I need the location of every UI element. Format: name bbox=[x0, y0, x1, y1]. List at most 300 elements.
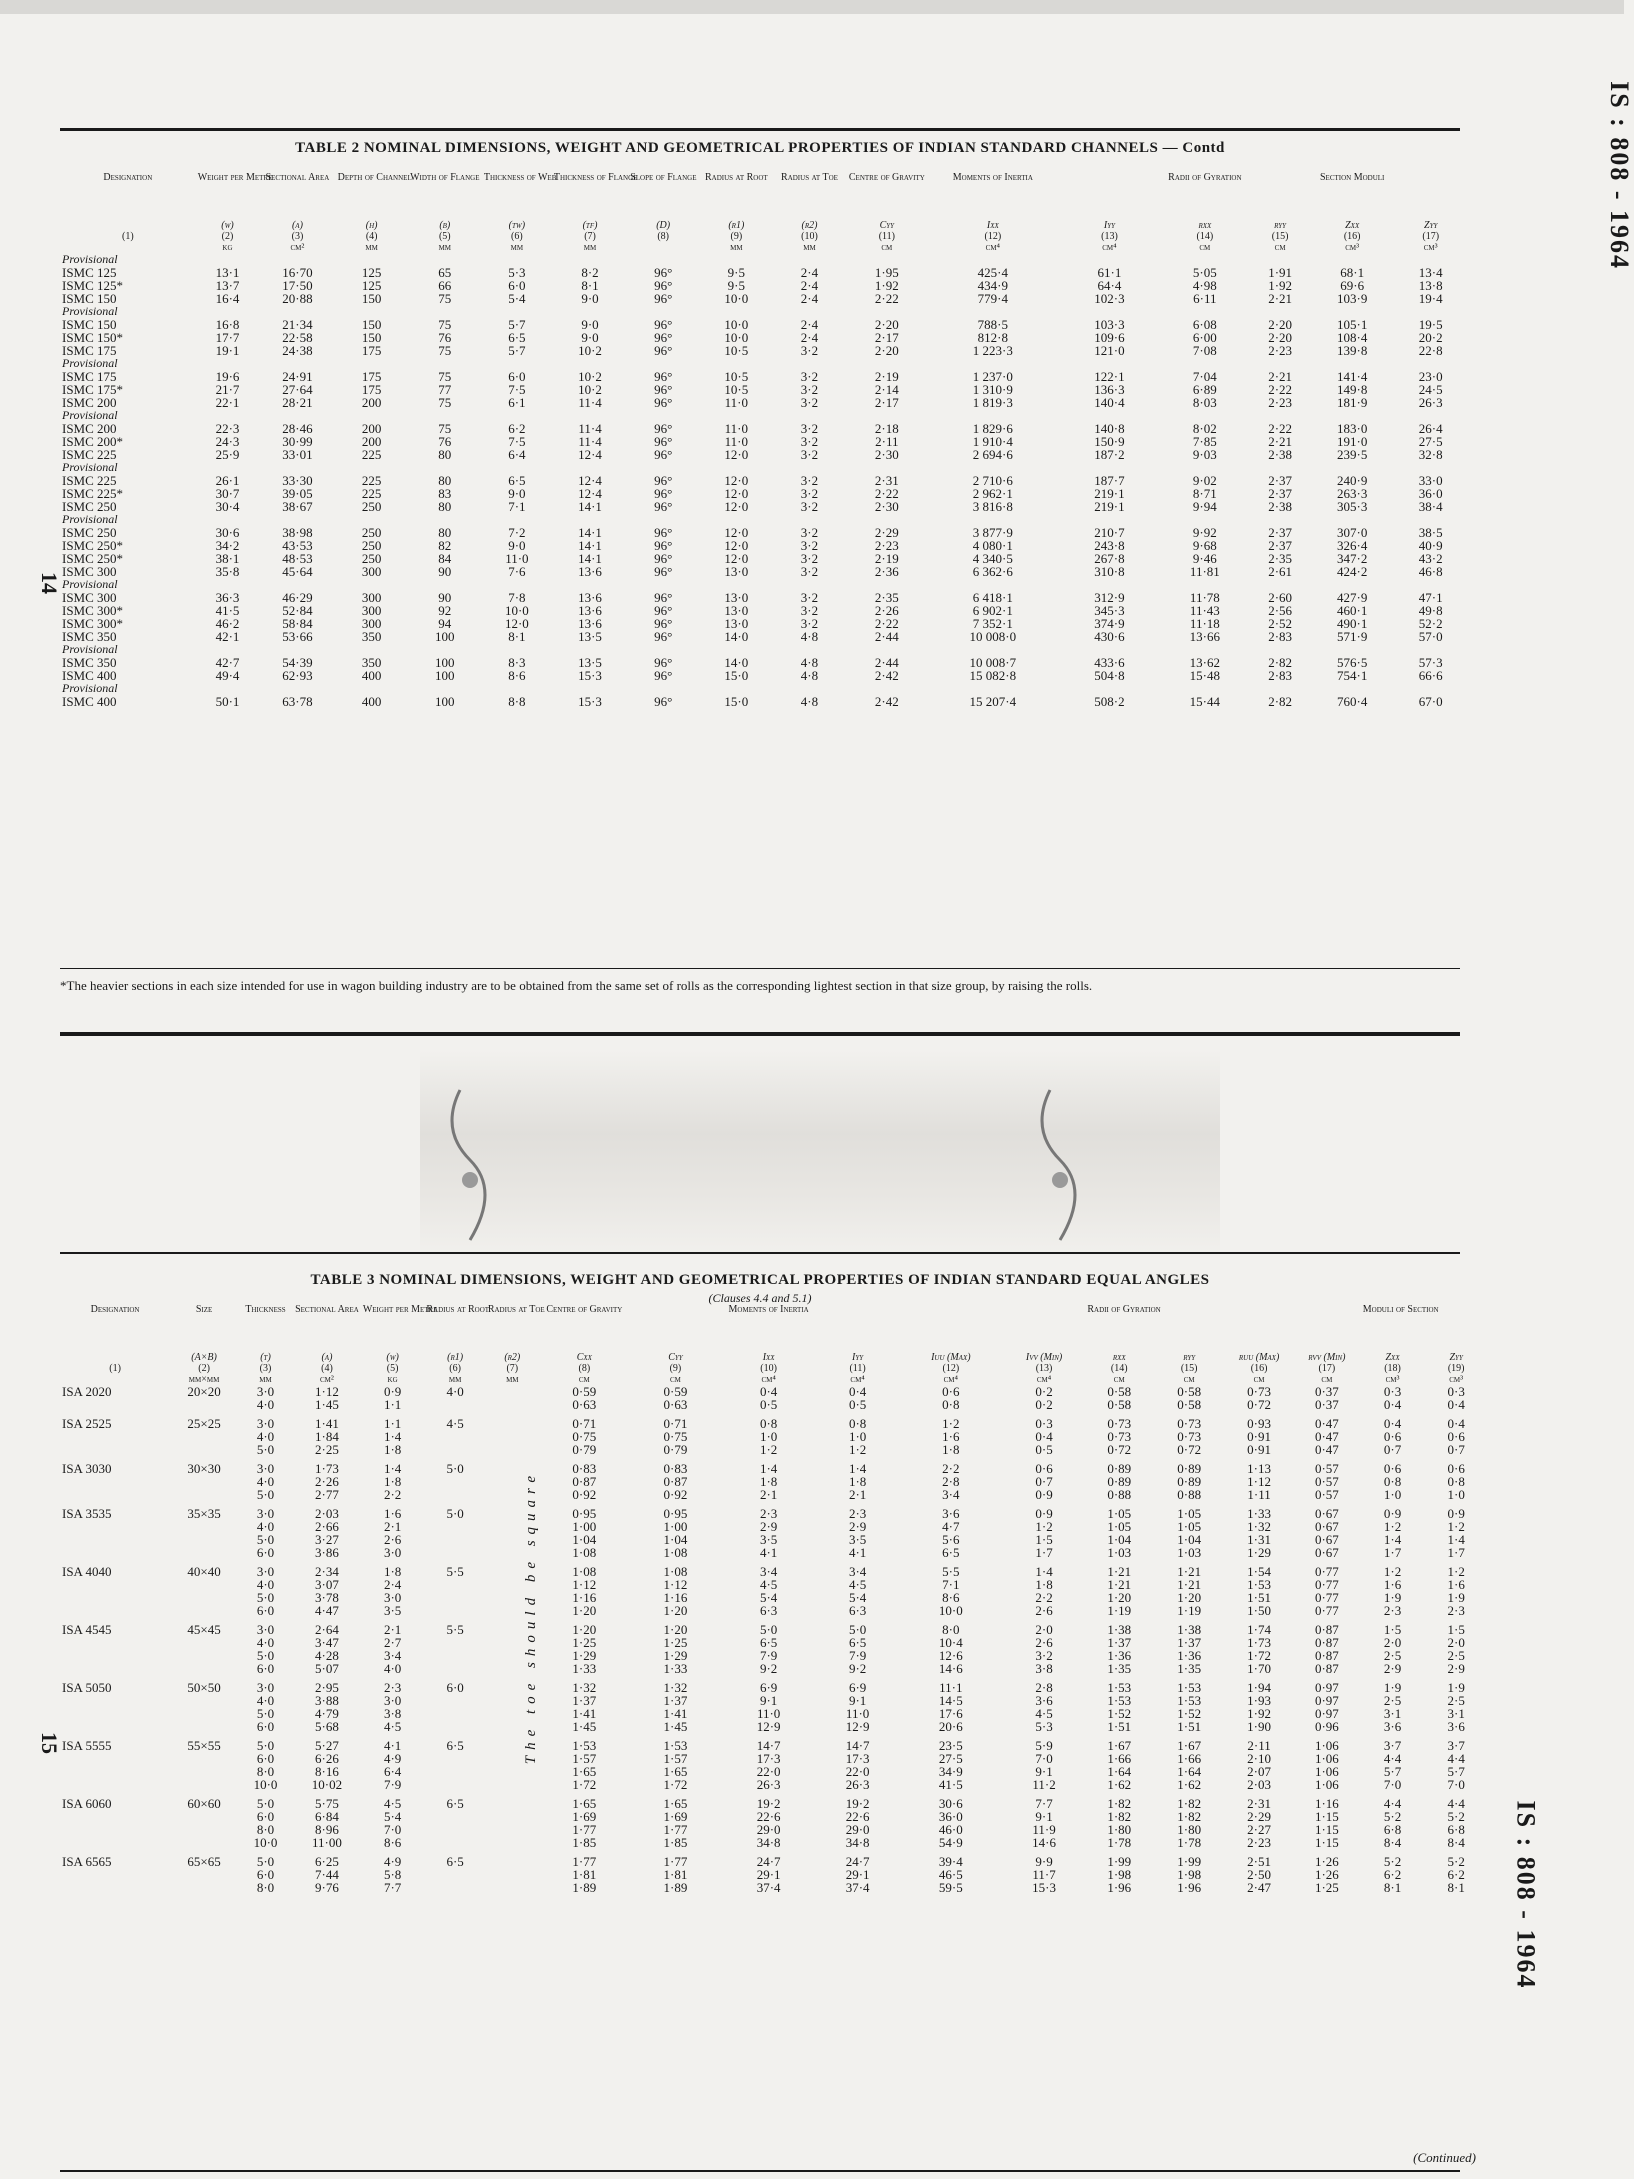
symbol-header: (r2) bbox=[801, 220, 818, 231]
table-cell: 2·8 bbox=[942, 1474, 960, 1489]
table-cell: 1·62 bbox=[1107, 1777, 1132, 1792]
sectional-area: 4·47 bbox=[315, 1603, 339, 1618]
symbol-header: (tw) bbox=[508, 220, 526, 231]
table-cell: 812·8 bbox=[977, 330, 1009, 345]
table-cell: 1·26 bbox=[1314, 1854, 1339, 1869]
table-cell: 2·0 bbox=[1383, 1635, 1402, 1650]
table-cell: 305·3 bbox=[1337, 499, 1368, 514]
table-cell: 9·94 bbox=[1192, 499, 1217, 514]
table-cell: 200 bbox=[361, 395, 382, 410]
table-cell: 38·98 bbox=[282, 525, 313, 540]
table-cell: 28·46 bbox=[282, 421, 313, 436]
provisional-label: Provisional bbox=[62, 577, 118, 591]
radius-root bbox=[424, 1694, 485, 1707]
table-cell: 0·5 bbox=[848, 1397, 867, 1412]
table-cell: 2·31 bbox=[874, 473, 899, 488]
designation: ISMC 150* bbox=[62, 330, 124, 345]
table-cell: 30·6 bbox=[938, 1796, 963, 1811]
table-cell: 1·20 bbox=[663, 1622, 688, 1637]
table-cell: 1·05 bbox=[1177, 1506, 1202, 1521]
column-number: (11) bbox=[878, 231, 895, 242]
table-cell: 2·37 bbox=[1268, 525, 1293, 540]
table-cell: 1·37 bbox=[663, 1693, 688, 1708]
table-cell: 37·4 bbox=[845, 1880, 870, 1895]
designation: ISA 6565 bbox=[62, 1854, 112, 1869]
table-cell: 13·66 bbox=[1189, 629, 1221, 644]
column-number: (16) bbox=[1343, 231, 1361, 242]
weight: 7·9 bbox=[383, 1777, 402, 1792]
table-cell: 300 bbox=[361, 603, 382, 618]
table-cell: 1·82 bbox=[1177, 1796, 1202, 1811]
table-cell: 1·11 bbox=[1247, 1487, 1271, 1502]
table-cell: 20·88 bbox=[282, 291, 313, 306]
table-cell: 24·91 bbox=[282, 369, 313, 384]
table-cell: 40·9 bbox=[1418, 538, 1443, 553]
radius-toe bbox=[486, 1385, 539, 1398]
table-cell: 92 bbox=[438, 603, 452, 618]
thickness: 10·0 bbox=[253, 1835, 278, 1850]
table-row bbox=[60, 500, 1470, 513]
weight: 1·8 bbox=[383, 1442, 402, 1457]
table-cell: 0·96 bbox=[1314, 1719, 1339, 1734]
radius-root bbox=[424, 1778, 485, 1791]
table-row bbox=[60, 1720, 1488, 1733]
table-cell: 1·82 bbox=[1107, 1796, 1132, 1811]
table-cell: 4·5 bbox=[848, 1577, 867, 1592]
table-cell: 0·77 bbox=[1314, 1564, 1339, 1579]
table-cell: 345·3 bbox=[1094, 603, 1125, 618]
table-cell: 7·1 bbox=[942, 1577, 960, 1592]
table-cell: 24·5 bbox=[1418, 382, 1443, 397]
table-cell: 7·0 bbox=[1383, 1777, 1402, 1792]
weight: 4·9 bbox=[383, 1751, 402, 1766]
unit-header: mm bbox=[448, 1374, 462, 1385]
thickness: 6·0 bbox=[256, 1867, 275, 1882]
table-cell: 3·2 bbox=[800, 603, 819, 618]
table-row bbox=[60, 669, 1470, 682]
symbol-header bbox=[60, 220, 196, 231]
table-cell: 57·3 bbox=[1418, 655, 1443, 670]
table-cell: 3·6 bbox=[1035, 1693, 1053, 1708]
table-cell: 0·97 bbox=[1314, 1693, 1339, 1708]
table-cell: 11·0 bbox=[845, 1706, 870, 1721]
table-cell: 1·45 bbox=[572, 1719, 597, 1734]
table-cell: 140·4 bbox=[1094, 395, 1125, 410]
designation bbox=[60, 1694, 170, 1707]
size: 40×40 bbox=[187, 1564, 221, 1579]
table-cell: 21·34 bbox=[282, 317, 313, 332]
table-cell: 2·22 bbox=[1268, 382, 1293, 397]
radius-toe bbox=[486, 1443, 539, 1456]
table-cell: 26·1 bbox=[215, 473, 240, 488]
column-number: (18) bbox=[1384, 1363, 1401, 1374]
table-cell: 15·3 bbox=[578, 668, 602, 683]
table-cell: 350 bbox=[361, 655, 382, 670]
table-cell: 13·0 bbox=[724, 590, 749, 605]
column-number: (8) bbox=[578, 1363, 591, 1374]
table-cell: 8·1 bbox=[1383, 1880, 1402, 1895]
table-cell: 8·1 bbox=[1447, 1880, 1465, 1895]
table-cell: 100 bbox=[435, 655, 455, 670]
radius-root bbox=[424, 1752, 485, 1765]
size bbox=[170, 1636, 238, 1649]
table-cell: 3·6 bbox=[942, 1506, 960, 1521]
symbol-header: Cyy bbox=[879, 220, 895, 231]
table-cell: 1 829·6 bbox=[972, 421, 1013, 436]
weight: 2·7 bbox=[383, 1635, 402, 1650]
table-cell: 1·7 bbox=[1447, 1545, 1465, 1560]
weight: 2·3 bbox=[383, 1680, 402, 1695]
table-row bbox=[60, 318, 1470, 331]
table-cell: 1·12 bbox=[1247, 1474, 1271, 1489]
table-cell: 1 910·4 bbox=[972, 434, 1013, 449]
table-cell: 4·8 bbox=[800, 694, 819, 709]
table-cell: 96° bbox=[654, 473, 673, 488]
column-number: (8) bbox=[657, 231, 669, 242]
weight: 1·8 bbox=[383, 1564, 402, 1579]
radius-root bbox=[424, 1488, 485, 1501]
column-number: (10) bbox=[760, 1363, 777, 1374]
unit-header: mm bbox=[259, 1374, 272, 1385]
designation: ISMC 250* bbox=[62, 538, 124, 553]
table-cell: 2·61 bbox=[1268, 564, 1293, 579]
table-cell: 108·4 bbox=[1337, 330, 1368, 345]
table-row bbox=[60, 331, 1470, 344]
table-cell: 2·4 bbox=[800, 265, 819, 280]
column-number: (17) bbox=[1422, 231, 1440, 242]
table-cell: 12·9 bbox=[845, 1719, 870, 1734]
table-cell: 13·4 bbox=[1418, 265, 1443, 280]
table-cell: 1·00 bbox=[572, 1519, 597, 1534]
table-cell: 210·7 bbox=[1094, 525, 1125, 540]
table-row bbox=[60, 695, 1470, 708]
table-cell: 2·22 bbox=[1268, 421, 1293, 436]
thickness: 8·0 bbox=[256, 1880, 275, 1895]
weight: 3·4 bbox=[383, 1648, 402, 1663]
table-cell: 1·54 bbox=[1247, 1564, 1271, 1579]
table-cell: 9·0 bbox=[581, 330, 599, 345]
column-header: Section Moduli bbox=[1319, 172, 1385, 183]
table-cell: 59·5 bbox=[938, 1880, 963, 1895]
table-cell: 6·00 bbox=[1192, 330, 1217, 345]
size bbox=[170, 1520, 238, 1533]
size bbox=[170, 1533, 238, 1546]
radius-root bbox=[424, 1810, 485, 1823]
table-cell: 2·3 bbox=[1383, 1603, 1402, 1618]
table-cell: 1·50 bbox=[1247, 1603, 1271, 1618]
table-cell: 30·99 bbox=[282, 434, 313, 449]
table-cell: 9·0 bbox=[508, 538, 526, 553]
table-cell: 0·8 bbox=[1383, 1474, 1402, 1489]
table-cell: 1·25 bbox=[572, 1635, 597, 1650]
column-number: (10) bbox=[801, 231, 818, 242]
table-cell: 6·1 bbox=[508, 395, 526, 410]
table-cell: 9·2 bbox=[759, 1661, 778, 1676]
table-cell: 6·0 bbox=[508, 278, 526, 293]
table-cell: 2·21 bbox=[1268, 291, 1293, 306]
sectional-area: 9·76 bbox=[315, 1880, 339, 1895]
table-cell: 11·9 bbox=[1032, 1822, 1056, 1837]
table-cell: 1·04 bbox=[1177, 1532, 1202, 1547]
table-cell: 1·45 bbox=[663, 1719, 688, 1734]
table-cell: 20·6 bbox=[938, 1719, 963, 1734]
table-cell: 54·39 bbox=[282, 655, 313, 670]
symbol-header: (tf) bbox=[582, 220, 598, 231]
table-cell: 754·1 bbox=[1337, 668, 1368, 683]
table3-clauses: (Clauses 4.4 and 5.1) bbox=[708, 1291, 812, 1305]
table-cell: 14·1 bbox=[578, 525, 602, 540]
size bbox=[170, 1868, 238, 1881]
table-cell: 11·0 bbox=[756, 1706, 781, 1721]
table-cell: 19·2 bbox=[845, 1796, 870, 1811]
table-cell: 53·66 bbox=[282, 629, 313, 644]
table-cell: 12·0 bbox=[724, 525, 749, 540]
column-number: (2) bbox=[221, 231, 234, 242]
table-cell: 2·29 bbox=[874, 525, 899, 540]
radius-toe bbox=[486, 1430, 539, 1443]
column-header: Moduli of Section bbox=[1362, 1304, 1439, 1315]
table-cell: 263·3 bbox=[1337, 486, 1368, 501]
table3 bbox=[60, 1304, 1488, 1900]
table-cell: 1·51 bbox=[1107, 1719, 1132, 1734]
column-header: Thickness of Flange bbox=[553, 172, 638, 183]
size bbox=[170, 1752, 238, 1765]
table-cell: 460·1 bbox=[1337, 603, 1368, 618]
weight: 5·4 bbox=[383, 1809, 402, 1824]
binding-clip-marks bbox=[430, 1070, 1130, 1270]
sectional-area: 8·16 bbox=[315, 1764, 339, 1779]
table-row bbox=[60, 396, 1470, 409]
table-cell: 20·2 bbox=[1418, 330, 1443, 345]
table-cell: 7·9 bbox=[759, 1648, 778, 1663]
table-cell: 0·59 bbox=[663, 1384, 688, 1399]
table-cell: 1·9 bbox=[1447, 1590, 1465, 1605]
table-cell: 1·19 bbox=[1177, 1603, 1202, 1618]
symbol-header: Ixx bbox=[986, 220, 999, 231]
table-cell: 1·2 bbox=[848, 1442, 867, 1457]
table-cell: 1·99 bbox=[1107, 1854, 1132, 1869]
table-cell: 2·5 bbox=[1383, 1693, 1402, 1708]
page-number: 14 bbox=[37, 572, 62, 594]
table-cell: 200 bbox=[361, 434, 382, 449]
radius-toe bbox=[486, 1823, 539, 1836]
table-cell: 6·3 bbox=[759, 1603, 778, 1618]
table-cell: 2·0 bbox=[1447, 1635, 1465, 1650]
table-cell: 9·1 bbox=[1035, 1764, 1053, 1779]
table-cell: 19·5 bbox=[1418, 317, 1443, 332]
weight: 4·5 bbox=[383, 1719, 402, 1734]
table-cell: 1·95 bbox=[874, 265, 899, 280]
designation bbox=[60, 1488, 170, 1501]
table2 bbox=[60, 172, 1470, 708]
standard-number-bottom: IS : 808 - 1964 bbox=[1511, 1800, 1541, 1990]
table-cell: 36·0 bbox=[938, 1809, 963, 1824]
table-cell: 7·5 bbox=[508, 434, 526, 449]
table-cell: 10 008·7 bbox=[969, 655, 1017, 670]
table-cell: 2·23 bbox=[1268, 343, 1293, 358]
table-cell: 75 bbox=[438, 369, 452, 384]
table-cell: 1·21 bbox=[1107, 1577, 1132, 1592]
unit-header: mm bbox=[365, 242, 378, 253]
thickness: 5·0 bbox=[256, 1854, 275, 1869]
table-cell: 0·3 bbox=[1447, 1384, 1465, 1399]
column-header: Slope of Flange bbox=[630, 172, 697, 183]
table-cell: 1·2 bbox=[1447, 1519, 1465, 1534]
table-cell: 1·81 bbox=[572, 1867, 597, 1882]
radius-toe bbox=[486, 1778, 539, 1791]
table-cell: 2·36 bbox=[874, 564, 899, 579]
designation: ISA 5555 bbox=[62, 1738, 112, 1753]
table-cell: 19·6 bbox=[215, 369, 240, 384]
table-cell: 0·72 bbox=[1107, 1442, 1132, 1457]
radius-toe bbox=[486, 1797, 539, 1810]
table-cell: 22·1 bbox=[215, 395, 240, 410]
table-cell: 0·93 bbox=[1247, 1416, 1271, 1431]
table-cell: 0·7 bbox=[1447, 1442, 1465, 1457]
table-cell: 1·36 bbox=[1107, 1648, 1132, 1663]
table-cell: 22·6 bbox=[845, 1809, 870, 1824]
table-cell: 3·2 bbox=[800, 473, 819, 488]
size: 50×50 bbox=[187, 1680, 221, 1695]
table-cell: 29·1 bbox=[845, 1867, 870, 1882]
symbol-header: (b) bbox=[439, 220, 451, 231]
table-cell: 1·65 bbox=[572, 1764, 597, 1779]
thickness: 3·0 bbox=[256, 1506, 275, 1521]
sectional-area: 1·41 bbox=[315, 1416, 339, 1431]
unit-header: cm bbox=[1274, 242, 1286, 253]
table-cell: 0·73 bbox=[1177, 1429, 1202, 1444]
table-cell: 5·7 bbox=[1383, 1764, 1402, 1779]
table-cell: 80 bbox=[438, 525, 452, 540]
provisional-label-row bbox=[60, 253, 1470, 266]
table-cell: 1·73 bbox=[1247, 1635, 1271, 1650]
symbol-header: Zxx bbox=[1385, 1352, 1400, 1363]
table-cell: 75 bbox=[438, 317, 452, 332]
column-number: (15) bbox=[1180, 1363, 1198, 1374]
table-cell: 90 bbox=[438, 564, 452, 579]
table-cell: 187·2 bbox=[1094, 447, 1125, 462]
designation bbox=[60, 1720, 170, 1733]
symbol-header: rvv (Min) bbox=[1308, 1352, 1346, 1363]
designation: ISMC 300 bbox=[62, 564, 117, 579]
column-number: (14) bbox=[1196, 231, 1214, 242]
table-cell: 1·9 bbox=[1383, 1590, 1402, 1605]
column-header bbox=[899, 1304, 1003, 1352]
table-cell: 9·2 bbox=[848, 1661, 867, 1676]
column-number: (1) bbox=[122, 231, 134, 242]
table-cell: 1·64 bbox=[1177, 1764, 1202, 1779]
table-cell: 2·11 bbox=[875, 434, 899, 449]
radius-root: 5·0 bbox=[446, 1461, 464, 1476]
table-cell: 96° bbox=[654, 369, 673, 384]
thickness: 6·0 bbox=[256, 1545, 275, 1560]
designation bbox=[60, 1881, 170, 1894]
column-number: (4) bbox=[365, 231, 378, 242]
table-cell: 139·8 bbox=[1337, 343, 1368, 358]
table-cell: 8·02 bbox=[1192, 421, 1217, 436]
table-cell: 1·66 bbox=[1177, 1751, 1202, 1766]
symbol-header: Ixx bbox=[762, 1352, 775, 1363]
table-cell: 2·35 bbox=[874, 590, 899, 605]
table-cell: 14·0 bbox=[724, 655, 749, 670]
designation: ISMC 350 bbox=[62, 655, 117, 670]
table-cell: 11·4 bbox=[578, 421, 602, 436]
table-row bbox=[60, 591, 1470, 604]
table-cell: 9·9 bbox=[1035, 1854, 1053, 1869]
table-cell: 47·1 bbox=[1418, 590, 1443, 605]
table-cell: 0·6 bbox=[1447, 1429, 1465, 1444]
table-cell: 2·30 bbox=[874, 499, 899, 514]
sectional-area: 2·34 bbox=[315, 1564, 339, 1579]
table-cell: 0·37 bbox=[1314, 1384, 1339, 1399]
radius-toe bbox=[486, 1881, 539, 1894]
unit-header: cm⁴ bbox=[1102, 242, 1117, 253]
table-cell: 39·4 bbox=[938, 1854, 963, 1869]
table-cell: 3·2 bbox=[800, 382, 819, 397]
table-cell: 29·0 bbox=[845, 1822, 870, 1837]
table-cell: 4 080·1 bbox=[972, 538, 1013, 553]
table-cell: 0·59 bbox=[572, 1384, 597, 1399]
table-cell: 33·01 bbox=[282, 447, 313, 462]
table-cell: 2·35 bbox=[1268, 551, 1293, 566]
size bbox=[170, 1398, 238, 1411]
table-cell: 0·73 bbox=[1247, 1384, 1271, 1399]
table-cell: 0·4 bbox=[1383, 1397, 1402, 1412]
column-number: (6) bbox=[449, 1363, 461, 1374]
radius-toe bbox=[486, 1765, 539, 1778]
table-cell: 24·3 bbox=[215, 434, 240, 449]
table-cell: 1·0 bbox=[1447, 1487, 1465, 1502]
table-cell: 109·6 bbox=[1094, 330, 1125, 345]
table-cell: 1·51 bbox=[1247, 1590, 1271, 1605]
unit-header: mm bbox=[510, 242, 524, 253]
table-cell: 0·83 bbox=[572, 1461, 597, 1476]
designation bbox=[60, 1533, 170, 1546]
table-cell: 10·5 bbox=[724, 382, 749, 397]
provisional-label: Provisional bbox=[62, 681, 118, 695]
radius-root: 5·5 bbox=[446, 1564, 464, 1579]
table-cell: 22·6 bbox=[756, 1809, 781, 1824]
table-cell: 0·87 bbox=[1314, 1648, 1339, 1663]
table-cell: 46·0 bbox=[938, 1822, 963, 1837]
column-number: (5) bbox=[386, 1363, 399, 1374]
table-cell: 1 310·9 bbox=[972, 382, 1013, 397]
table-cell: 25·9 bbox=[215, 447, 240, 462]
table-cell: 1·74 bbox=[1247, 1622, 1271, 1637]
provisional-label-row bbox=[60, 461, 1470, 474]
radius-root bbox=[424, 1836, 485, 1849]
column-number: (9) bbox=[730, 231, 743, 242]
table-cell: 5·7 bbox=[1447, 1764, 1465, 1779]
table-cell: 0·75 bbox=[572, 1429, 597, 1444]
table-row bbox=[60, 435, 1470, 448]
table-cell: 1·92 bbox=[874, 278, 899, 293]
table-cell: 13·6 bbox=[578, 616, 602, 631]
designation: ISMC 225 bbox=[62, 447, 117, 462]
radius-root bbox=[424, 1578, 485, 1591]
table-cell: 1·65 bbox=[663, 1796, 688, 1811]
column-number: (13) bbox=[1035, 1363, 1053, 1374]
table-cell: 19·1 bbox=[215, 343, 240, 358]
size: 30×30 bbox=[187, 1461, 221, 1476]
designation bbox=[60, 1765, 170, 1778]
table-cell: 4·4 bbox=[1447, 1751, 1465, 1766]
thickness: 3·0 bbox=[256, 1416, 275, 1431]
table-cell: 6·08 bbox=[1192, 317, 1217, 332]
column-number: (16) bbox=[1250, 1363, 1268, 1374]
column-number: (3) bbox=[259, 1363, 272, 1374]
table-cell: 27·5 bbox=[938, 1751, 963, 1766]
